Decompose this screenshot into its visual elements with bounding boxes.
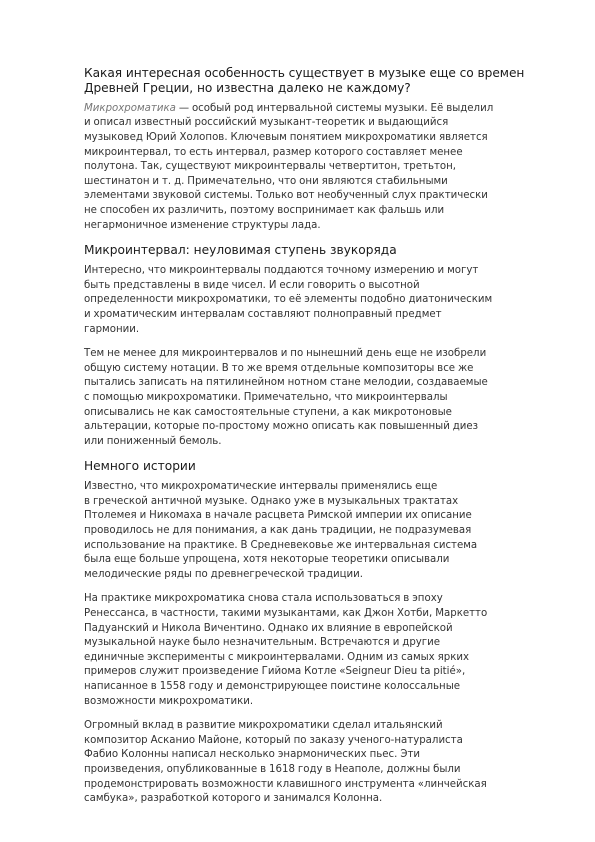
article-title <box>84 66 554 97</box>
section-heading-microinterval: Микроинтервал: неуловимая ступень звукоряда <box>84 243 397 258</box>
paragraph-line: проводилось не для понимания, а как дань традиции, не подразумевая <box>84 525 472 537</box>
paragraph-line: альтерации, которые по-простому можно описать как повышенный диез <box>84 421 479 433</box>
paragraph-line: самбука», разработкой которого и занимался Колонна. <box>84 793 383 805</box>
title-line: Какая интересная особенность существует в музыке еще со времен <box>84 66 525 80</box>
paragraph-line: Известно, что микрохроматические интервалы применялись еще <box>84 481 438 493</box>
section2-paragraph-2 <box>84 592 554 709</box>
paragraph-line-text: — особый род интервальной системы музыки. Её выделил <box>175 102 494 114</box>
section1-paragraph-2 <box>84 347 554 449</box>
paragraph-line: Тем не менее для микроинтервалов и по нынешний день еще не изобрели <box>84 348 487 360</box>
paragraph-line: общую систему нотации. В то же время отдельные композиторы все же <box>84 362 474 374</box>
paragraph-line: композитор Асканио Майоне, который по заказу ученого-натуралиста <box>84 734 463 746</box>
paragraph-line: или пониженный бемоль. <box>84 435 222 447</box>
paragraph-line: не способен их различить, поэтому воспринимает как фальшь или <box>84 204 445 216</box>
paragraph-line: и описал известный российский музыкант-теоретик и выдающийся <box>84 117 449 129</box>
paragraph-line: описывались не как самостоятельные ступени, а как микротоновые <box>84 406 452 418</box>
paragraph-line: Ренессанса, в частности, такими музыкантами, как Джон Хотби, Маркетто <box>84 608 488 620</box>
paragraph-line <box>84 102 554 117</box>
paragraph-line: в греческой античной музыке. Однако уже в музыкальных трактатах <box>84 495 459 507</box>
paragraph-line: написанное в 1558 году и демонстрирующее поистине колоссальные <box>84 681 461 692</box>
paragraph-line: определенности микрохроматики, то её элементы подобно диатоническим <box>84 294 493 306</box>
paragraph-line: мелодические ряды по древнегреческой традиции. <box>84 568 364 580</box>
paragraph-line: музыкальной науке было незначительным. Встречаются и другие <box>84 637 441 649</box>
paragraph-line: Огромный вклад в развитие микрохроматики сделал итальянский <box>84 720 443 732</box>
paragraph-line: Фабио Колонны написал несколько энармонических пьес. Эти <box>84 749 421 761</box>
paragraph-line: Интересно, что микроинтервалы поддаются точному измерению и могут <box>84 265 479 277</box>
paragraph-line: Птолемея и Никомаха в начале расцвета Римской империи их описание <box>84 510 472 522</box>
paragraph-line: продемонстрировать возможности клавишного инструмента «линчейская <box>84 778 487 790</box>
paragraph-line: единичные эксперименты с микроинтервалами. Одним из самых ярких <box>84 651 470 663</box>
intro-paragraph <box>84 102 554 233</box>
paragraph-line: возможности микрохроматики. <box>84 695 254 707</box>
paragraph-line: произведения, опубликованные в 1618 году в Неаполе, должны были <box>84 763 461 775</box>
paragraph-line: быть представлены в виде чисел. И если говорить о высотной <box>84 279 420 291</box>
paragraph-line: была еще больше упрощена, хотя некоторые теоретики описывали <box>84 554 450 566</box>
paragraph-line: пытались записать на пятилинейном нотном стане мелодии, создаваемые <box>84 377 488 389</box>
section1-paragraph-1 <box>84 264 554 337</box>
paragraph-line: элементами звуковой системы. Только вот необученный слух практически <box>84 190 488 202</box>
paragraph-line: использование на практике. В Средневековье же интервальная система <box>84 539 478 551</box>
section-heading-history: Немного истории <box>84 459 196 474</box>
term-microchromatics: Микрохроматика <box>84 102 176 114</box>
paragraph-line: На практике микрохроматика снова стала использоваться в эпоху <box>84 593 443 605</box>
article <box>84 66 554 817</box>
paragraph-line: с помощью микрохроматики. Примечательно, что микроинтервалы <box>84 391 448 403</box>
paragraph-line: гармонии. <box>84 323 140 335</box>
paragraph-line: и хроматическим интервалам составляют полноправный предмет <box>84 308 442 320</box>
section2-paragraph-3 <box>84 719 554 807</box>
paragraph-line: Падуанский и Никола Вичентино. Однако их влияние в европейской <box>84 622 453 634</box>
title-line: Древней Греции, но известна далеко не каждому? <box>84 81 411 96</box>
paragraph-line: примеров служит произведение Гийома Котле «Seigneur Dieu ta pitié», <box>84 666 466 678</box>
paragraph-line: полутона. Так, существуют микроинтервалы четвертитон, третьтон, <box>84 161 457 173</box>
paragraph-line: микроинтервал, то есть интервал, размер которого составляет менее <box>84 146 463 158</box>
paragraph-line: шестинатон и т. д. Примечательно, что они являются стабильными <box>84 175 448 187</box>
section2-paragraph-1 <box>84 480 554 582</box>
paragraph-line: негармоничное изменение структуры лада. <box>84 219 321 231</box>
paragraph-line: музыковед Юрий Холопов. Ключевым понятием микрохроматики является <box>84 132 488 143</box>
